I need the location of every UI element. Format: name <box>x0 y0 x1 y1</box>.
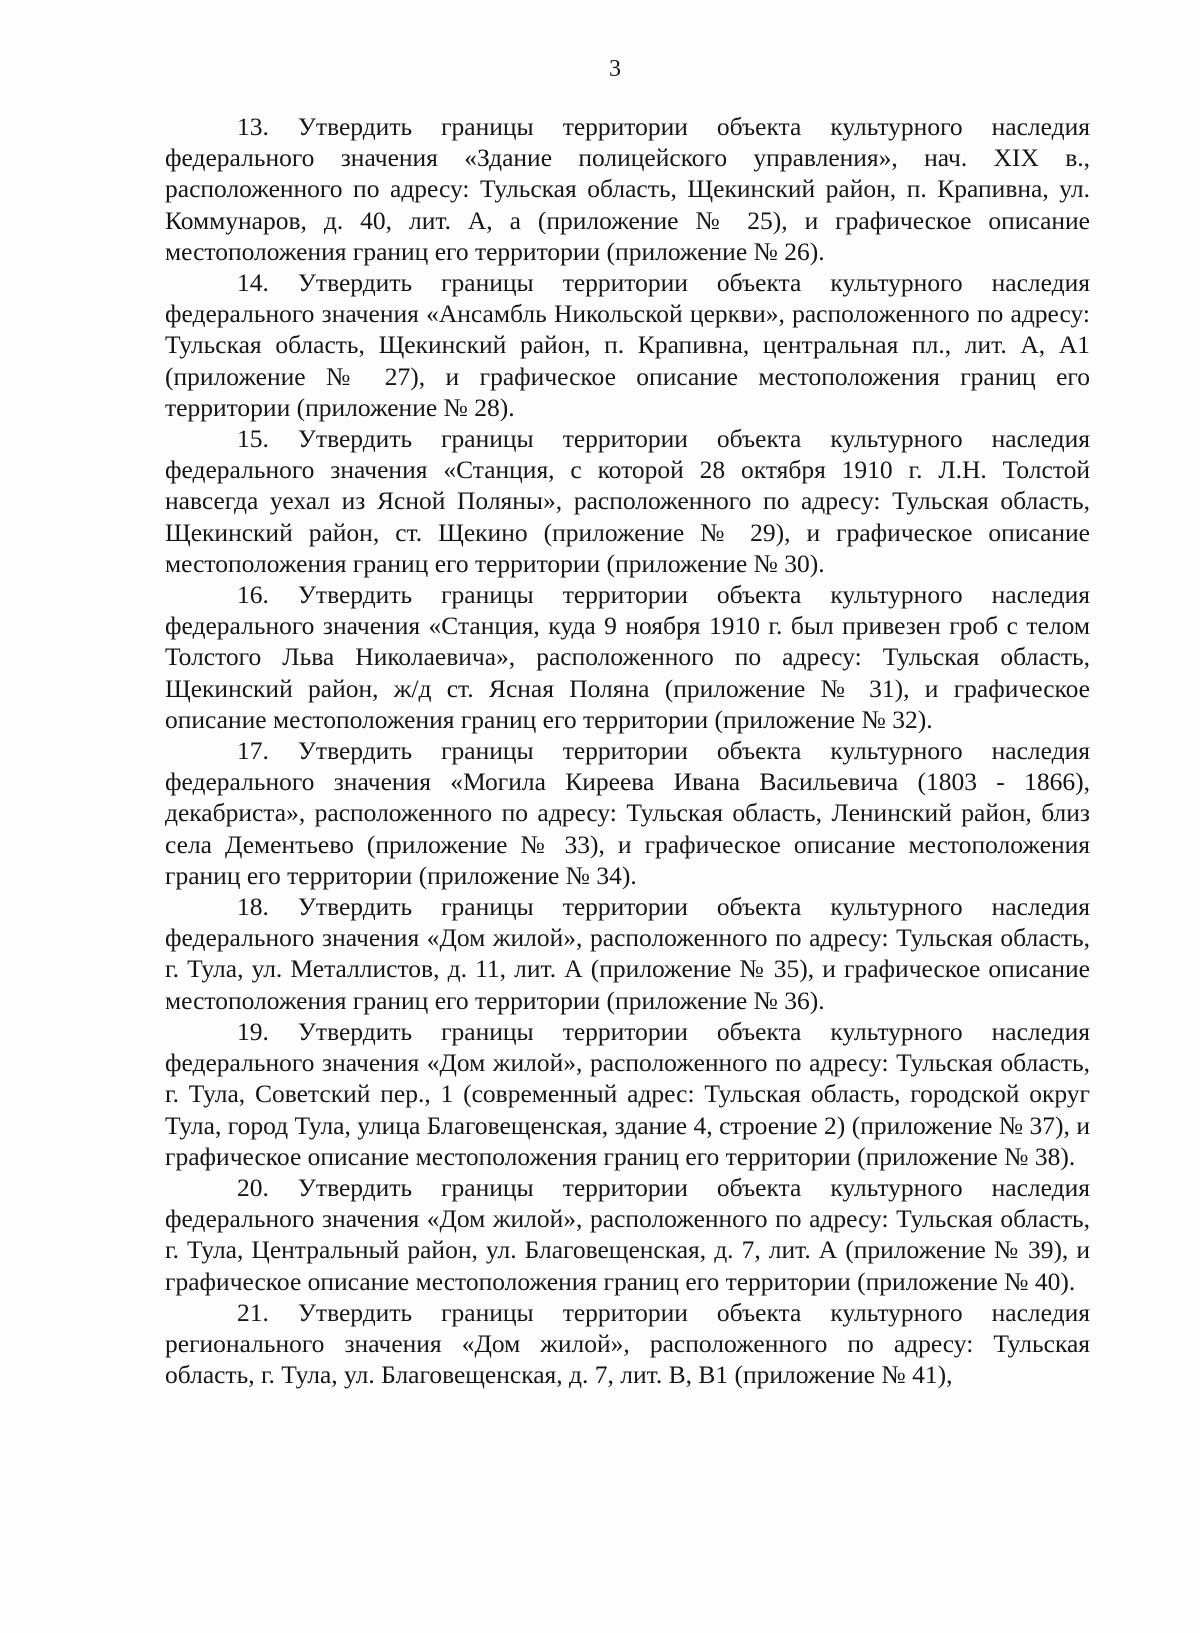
paragraph-18: 18. Утвердить границы территории объекта культурного наследия федерального значения «Дом жилой», расположенного по адресу: Тульская область, г. Тула, ул. Металлистов, д. 11, лит. А (приложение № 35), и графическое описание местоположения границ его территории (приложение № 36). <box>165 892 1090 1015</box>
paragraph-19: 19. Утвердить границы территории объекта культурного наследия федерального значения «Дом жилой», расположенного по адресу: Тульская область, г. Тула, Советский пер., 1 (современный адрес: Тульская область, городской округ Тула, город Тула, улица Благовещенская, здание 4, строение 2) (приложение № 37), и графическое описание местоположения границ его территории (приложение № 38). <box>165 1016 1090 1171</box>
paragraph-14: 14. Утвердить границы территории объекта культурного наследия федерального значения «Ансамбль Никольской церкви», расположенного по адресу: Тульская область, Щекинский район, п. Крапивна, центральная пл., лит. А, А1 (приложение № 27), и графическое описание местоположения границ его территории (приложение № 28). <box>165 268 1090 422</box>
paragraph-15: 15. Утвердить границы территории объекта культурного наследия федерального значения «Станция, с которой 28 октября 1910 г. Л.Н. Толстой навсегда уехал из Ясной Поляны», расположенного по адресу: Тульская область, Щекинский район, ст. Щекино (приложение № 29), и графическое описание местоположения границ его территории (приложение № 30). <box>165 424 1090 578</box>
paragraph-17: 17. Утвердить границы территории объекта культурного наследия федерального значения «Могила Киреева Ивана Васильевича (1803 - 1866), декабриста», расположенного по адресу: Тульская область, Ленинский район, близ села Дементьево (приложение № 33), и графическое описание местоположения границ его территории (приложение № 34). <box>165 736 1090 890</box>
paragraph-21: 21. Утвердить границы территории объекта культурного наследия регионального значения «Дом жилой», расположенного по адресу: Тульская область, г. Тула, ул. Благовещенская, д. 7, лит. В, В1 (приложение № 41), <box>165 1297 1090 1390</box>
page-number: 3 <box>609 56 621 82</box>
paragraph-13: 13. Утвердить границы территории объекта культурного наследия федерального значения «Здание полицейского управления», нач. XIX в., расположенного по адресу: Тульская область, Щекинский район, п. Крапивна, ул. Коммунаров, д. 40, лит. А, а (приложение № 25), и графическое описание местоположения границ его территории (приложение № 26). <box>165 112 1090 266</box>
document-body <box>165 111 1090 1390</box>
paragraph-20: 20. Утвердить границы территории объекта культурного наследия федерального значения «Дом жилой», расположенного по адресу: Тульская область, г. Тула, Центральный район, ул. Благовещенская, д. 7, лит. А (приложение № 39), и графическое описание местоположения границ его территории (приложение № 40). <box>165 1172 1090 1296</box>
paragraph-16: 16. Утвердить границы территории объекта культурного наследия федерального значения «Станция, куда 9 ноября 1910 г. был привезен гроб с телом Толстого Льва Николаевича», расположенного по адресу: Тульская область, Щекинский район, ж/д ст. Ясная Поляна (приложение № 31), и графическое описание местоположения границ его территории (приложение № 32). <box>165 580 1090 734</box>
